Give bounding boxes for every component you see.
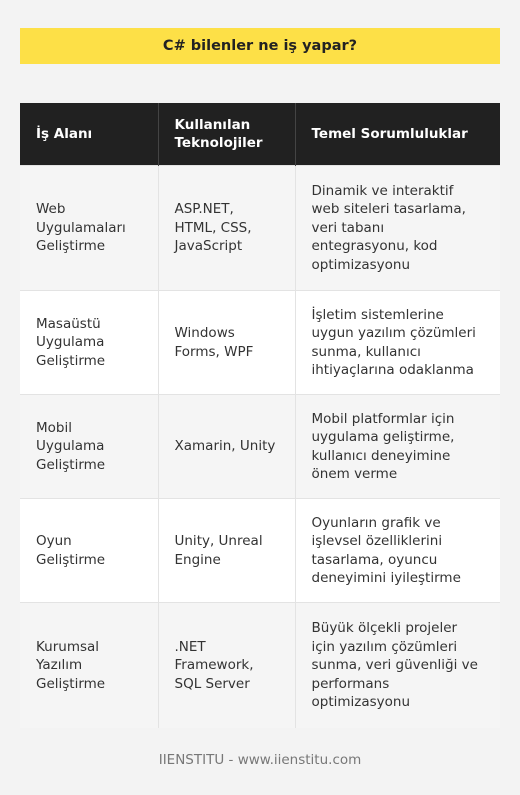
cell-tech: .NET Framework, SQL Server [158,603,295,728]
cell-resp: Oyunların grafik ve işlevsel özelliklerini tasarlama, oyuncu deneyimini iyileştirme [295,499,500,603]
header-technologies: Kullanılan Teknolojiler [158,103,295,166]
cell-resp: Dinamik ve interaktif web siteleri tasarlama, veri tabanı entegrasyonu, kod optimizasyonu [295,166,500,291]
cell-tech: Unity, Unreal Engine [158,499,295,603]
cell-area: Web Uygulamaları Geliştirme [20,166,158,291]
page-title-text: C# bilenler ne iş yapar? [162,38,358,54]
table-row [20,166,500,291]
cell-tech: Windows Forms, WPF [158,291,295,395]
cell-resp: Mobil platformlar için uygulama geliştirme, kullanıcı deneyimine önem verme [295,395,500,499]
page-title [20,28,500,64]
footer-credit: IIENSTITU - www.iienstitu.com [158,752,362,768]
table-row [20,395,500,499]
cell-area: Oyun Geliştirme [20,499,158,603]
cell-resp: Büyük ölçekli projeler için yazılım çözümleri sunma, veri güvenliği ve performans optimizasyonu [295,603,500,728]
careers-table [20,103,500,728]
cell-area: Masaüstü Uygulama Geliştirme [20,291,158,395]
header-area: İş Alanı [20,103,158,166]
cell-resp: İşletim sistemlerine uygun yazılım çözümleri sunma, kullanıcı ihtiyaçlarına odaklanma [295,291,500,395]
table-row [20,499,500,603]
table-header-row [20,103,500,166]
cell-tech: ASP.NET, HTML, CSS, JavaScript [158,166,295,291]
table-row [20,291,500,395]
header-responsibilities: Temel Sorumluluklar [295,103,500,166]
cell-tech: Xamarin, Unity [158,395,295,499]
table-row [20,603,500,728]
cell-area: Mobil Uygulama Geliştirme [20,395,158,499]
cell-area: Kurumsal Yazılım Geliştirme [20,603,158,728]
